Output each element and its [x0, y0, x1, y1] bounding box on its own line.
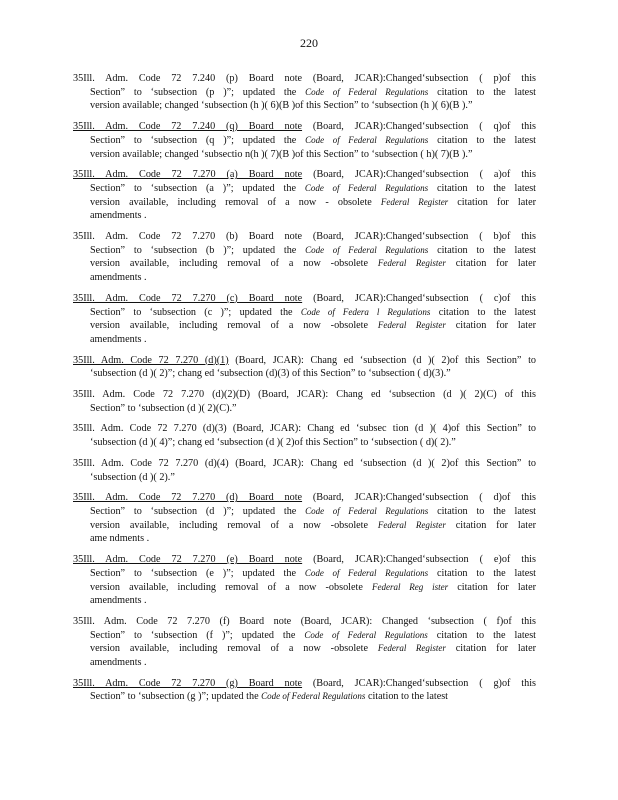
citation-name: Code of Federal Regulations [304, 629, 428, 640]
amendment-entry [73, 120, 536, 161]
entry-reference: 35Ill. Adm. Code 72 7.270 (d)(1) [73, 354, 229, 366]
page-number: 220 [300, 36, 318, 50]
amendment-entry [73, 457, 536, 484]
entry-line: 35Ill. Adm. Code 72 7.270 (c) Board note (Board, JCAR):Changed‘subsection ( c)of this [73, 292, 536, 304]
entry-reference: 35Ill. Adm. Code 72 7.270 (e) Board note [73, 554, 303, 566]
entry-line: version available, including removal of a now -obsolete Federal Register citation for later [90, 258, 536, 270]
entry-line: 35Ill. Adm. Code 72 7.240 (q) Board note (Board, JCAR):Changed‘subsection ( q)of this [73, 121, 536, 133]
entry-line: Section” to ‘subsection (c )”; updated the Code of Federa l Regulations citation to the latest [90, 306, 536, 318]
amendment-entry [73, 72, 536, 113]
entry-line: amendments . [90, 657, 147, 669]
entry-line: 35Ill. Adm. Code 72 7.270 (d)(2)(D) (Board, JCAR): Chang ed ‘subsection (d )( 2)(C) of this [73, 389, 536, 401]
entry-line: 35Ill. Adm. Code 72 7.270 (b) Board note (Board, JCAR):Changed‘subsection ( b)of this [73, 231, 536, 243]
citation-name: Code of Federal Regulations [305, 505, 429, 516]
amendment-list [73, 72, 536, 711]
entry-line: amendments . [90, 333, 147, 345]
entry-line: version available; changed ‘subsection (h )( 6)(B )of this Section” to ‘subsection (h )( 6)(B ).” [90, 100, 473, 112]
citation-name: Code of Federal Regulations [304, 567, 429, 578]
entry-reference: 35Ill. Adm. Code 72 7.270 (c) Board note [73, 292, 303, 304]
amendment-entry [73, 615, 536, 670]
citation-name: Federal Register [377, 519, 446, 530]
entry-line: Section” to ‘subsection (g )”; updated the Code of Federal Regulations citation to the latest [90, 691, 449, 703]
entry-line: 35Ill. Adm. Code 72 7.270 (d)(3) (Board, JCAR): Chang ed ‘subsec tion (d )( 4)of this Section” to [73, 423, 536, 435]
citation-name: Federal Reg ister [372, 581, 449, 592]
citation-name: Code of Federa l Regulations [300, 306, 431, 317]
entry-reference: 35Ill. Adm. Code 72 7.270 (g) Board note [73, 677, 303, 689]
entry-reference: 35Ill. Adm. Code 72 7.270 (d) Board note [73, 492, 303, 504]
entry-line: amendments . [90, 272, 147, 284]
entry-line: 35Ill. Adm. Code 72 7.270 (d)(4) (Board, JCAR): Chang ed ‘subsection (d )( 2)of this Section” to [73, 457, 536, 469]
entry-line: Section” to ‘subsection (d )”; updated the Code of Federal Regulations citation to the latest [90, 505, 536, 517]
entry-reference: 35Ill. Adm. Code 72 7.240 (q) Board note [73, 121, 303, 133]
amendment-entry [73, 168, 536, 223]
citation-name: Code of Federal Regulations [261, 691, 366, 702]
entry-line: 35Ill. Adm. Code 72 7.270 (d) Board note (Board, JCAR):Changed‘subsection ( d)of this [73, 492, 536, 504]
entry-line: Section” to ‘subsection (a )”; updated the Code of Federal Regulations citation to the latest [90, 182, 536, 194]
entry-line: version available; changed ‘subsectio n(h )( 7)(B )of this Section” to ‘subsection ( h)( 7)(B ).” [90, 148, 473, 160]
entry-line: ame ndments . [90, 533, 150, 545]
amendment-entry [73, 491, 536, 546]
citation-name: Federal Register [380, 196, 449, 207]
entry-line: version available, including removal of a now -obsolete Federal Register citation for later [90, 643, 536, 655]
amendment-entry [73, 422, 536, 449]
entry-line: Section” to ‘subsection (e )”; updated the Code of Federal Regulations citation to the latest [90, 567, 536, 579]
entry-line: version available, including removal of a now - obsolete Federal Register citation for later [90, 196, 536, 208]
entry-line: 35Ill. Adm. Code 72 7.270 (g) Board note (Board, JCAR):Changed‘subsection ( g)of this [73, 677, 536, 689]
amendment-entry [73, 354, 536, 381]
entry-line: amendments . [90, 595, 147, 607]
entry-line: 35Ill. Adm. Code 72 7.270 (d)(1) (Board, JCAR): Chang ed ‘subsection (d )( 2)of this Section” to [73, 354, 536, 366]
citation-name: Code of Federal Regulations [304, 182, 429, 193]
citation-name: Federal Register [377, 643, 446, 654]
entry-line: Section” to ‘subsection (p )”; updated the Code of Federal Regulations citation to the latest [90, 86, 536, 98]
citation-name: Code of Federal Regulations [305, 134, 429, 145]
entry-line: Section” to ‘subsection (d )( 2)(C).” [90, 402, 237, 414]
entry-reference: 35Ill. Adm. Code 72 7.270 (a) Board note [73, 169, 303, 181]
entry-line: 35Ill. Adm. Code 72 7.240 (p) Board note (Board, JCAR):Changed‘subsection ( p)of this [73, 73, 536, 84]
entry-line: Section” to ‘subsection (q )”; updated the Code of Federal Regulations citation to the latest [90, 134, 536, 146]
entry-line: amendments . [90, 210, 147, 222]
entry-line: Section” to ‘subsection (b )”; updated the Code of Federal Regulations citation to the latest [90, 244, 536, 256]
amendment-entry [73, 553, 536, 608]
amendment-entry [73, 292, 536, 347]
amendment-entry [73, 677, 536, 704]
entry-line: version available, including removal of a now -obsolete Federal Reg ister citation for later [90, 581, 536, 593]
entry-line: ‘subsection (d )( 4)”; chang ed ‘subsection (d )( 2)of this Section” to ‘subsection ( d)( 2).” [90, 437, 456, 449]
entry-line: version available, including removal of a now -obsolete Federal Register citation for later [90, 320, 536, 332]
entry-line: 35Ill. Adm. Code 72 7.270 (a) Board note (Board, JCAR):Changed‘subsection ( a)of this [73, 169, 536, 181]
entry-line: 35Ill. Adm. Code 72 7.270 (f) Board note (Board, JCAR): Changed ‘subsection ( f)of this [73, 615, 536, 627]
entry-line: ‘subsection (d )( 2).” [90, 471, 175, 483]
citation-name: Code of Federal Regulations [305, 244, 429, 255]
entry-line: 35Ill. Adm. Code 72 7.270 (e) Board note (Board, JCAR):Changed‘subsection ( e)of this [73, 554, 536, 566]
entry-line: ‘subsection (d )( 2)”; chang ed ‘subsection (d)(3) of this Section” to ‘subsection ( d)(3).” [90, 368, 451, 380]
entry-line: version available, including removal of a now -obsolete Federal Register citation for later [90, 519, 536, 531]
citation-name: Code of Federal Regulations [305, 86, 429, 97]
citation-name: Federal Register [377, 320, 446, 331]
amendment-entry [73, 230, 536, 285]
citation-name: Federal Register [377, 258, 446, 269]
entry-line: Section” to ‘subsection (f )”; updated the Code of Federal Regulations citation to the latest [90, 629, 536, 641]
amendment-entry [73, 388, 536, 415]
